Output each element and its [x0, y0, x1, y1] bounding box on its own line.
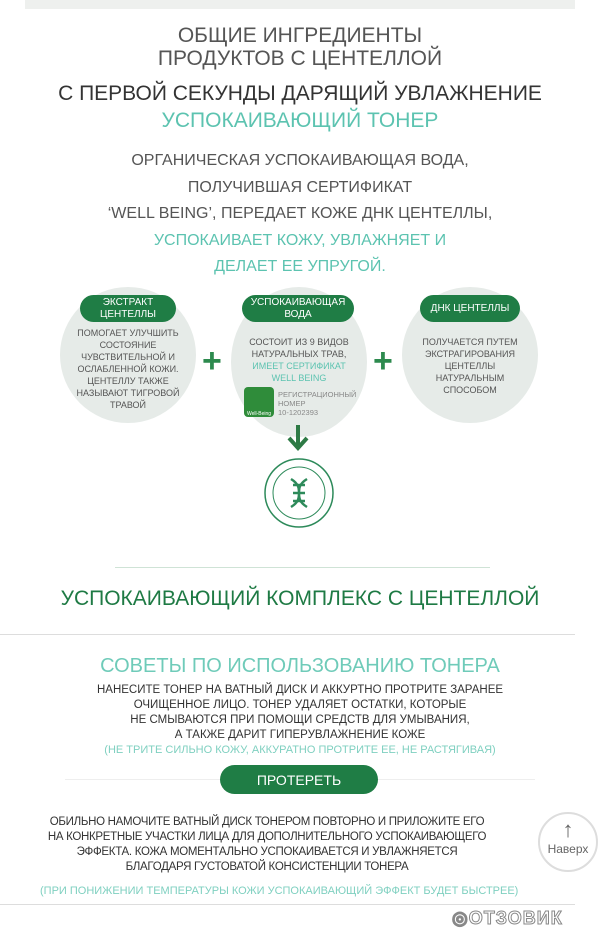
intro-text: ОРГАНИЧЕСКАЯ УСПОКАИВАЮЩАЯ ВОДА, ПОЛУЧИВШАЯ СЕРТИФИКАТ ‘WELL BEING’, ПЕРЕДАЕТ КОЖЕ ДНК ЦЕНТЕЛЛЫ, УСПОКАИВАЕТ КОЖУ, УВЛАЖНЯЕТ И ДЕЛАЕТ ЕЕ УПРУГОЙ. [107, 152, 493, 275]
divider [0, 634, 575, 635]
tips-text: НАНЕСИТЕ ТОНЕР НА ВАТНЫЙ ДИСК И АККУРТНО ПРОТРИТЕ ЗАРАНЕЕ ОЧИЩЕННОЕ ЛИЦО. ТОНЕР УДАЛЯЕТ ОСТАТКИ, КОТОРЫЕ НЕ СМЫВАЮТСЯ ПРИ ПОМОЩИ СРЕДСТВ ДЛЯ УМЫВАНИЯ, А ТАКЖЕ ДАРИТ ГИПЕРУВЛАЖНЕНИЕ КОЖЕ [96, 684, 504, 741]
divider [0, 904, 575, 905]
divider [115, 567, 490, 568]
well-being-badge: Well-Being [244, 387, 274, 417]
plus-icon: + [373, 342, 393, 380]
ingredient-text: СОСТОИТ ИЗ 9 ВИДОВ НАТУРАЛЬНЫХ ТРАВ, ИМЕЕТ СЕРТИФИКАТ WELL BEING [249, 337, 349, 383]
ingredient-text: ПОМОГАЕТ УЛУЧШИТЬ СОСТОЯНИЕ ЧУВСТВИТЕЛЬНОЙ И ОСЛАБЛЕННОЙ КОЖИ. ЦЕНТЕЛЛУ ТАКЖЕ НАЗЫВАЮТ ТИГРОВОЙ ТРАВОЙ [76, 328, 180, 410]
tips-note: (НЕ ТРИТЕ СИЛЬНО КОЖУ, АККУРАТНО ПРОТРИТЕ ЕЕ, НЕ РАСТЯГИВАЯ) [104, 744, 496, 756]
wipe-button: ПРОТЕРЕТЬ [220, 765, 378, 794]
tips-text-2: ОБИЛЬНО НАМОЧИТЕ ВАТНЫЙ ДИСК ТОНЕРОМ ПОВТОРНО И ПРИЛОЖИТЕ ЕГО НА КОНКРЕТНЫЕ УЧАСТКИ ЛИЦА ДЛЯ ДОПОЛНИТЕЛЬНОГО УСПОКАИВАЮЩЕГО ЭФФЕКТА. КОЖА МОМЕНТАЛЬНО УСПОКАИВАЕТСЯ И УВЛАЖНЯЕТСЯ БЛАГОДАРЯ ГУСТОВАТОЙ КОНСИСТЕНЦИИ ТОНЕРА [47, 816, 487, 873]
ingredient-text: ПОЛУЧАЕТСЯ ПУТЕМ ЭКСТРАГИРОВАНИЯ ЦЕНТЕЛЛЫ НАТУРАЛЬНЫМ СПОСОБОМ [422, 337, 518, 395]
tips-title: СОВЕТЫ ПО ИСПОЛЬЗОВАНИЮ ТОНЕРА [100, 655, 500, 677]
scroll-to-top-label: Наверх [547, 842, 589, 856]
header-subtitle: С ПЕРВОЙ СЕКУНДЫ ДАРЯЩИЙ УВЛАЖНЕНИЕ [58, 82, 542, 105]
header-title: ОБЩИЕ ИНГРЕДИЕНТЫ ПРОДУКТОВ С ЦЕНТЕЛЛОЙ [157, 24, 443, 70]
ingredient-title: ДНК ЦЕНТЕЛЛЫ [420, 295, 520, 322]
ingredient-title: УСПОКАИВАЮЩАЯ ВОДА [242, 295, 354, 322]
dna-emblem-icon [263, 457, 335, 529]
tips-note-2: (ПРИ ПОНИЖЕНИИ ТЕМПЕРАТУРЫ КОЖИ УСПОКАИВАЮЩИЙ ЭФФЕКТ БУДЕТ БЫСТРЕЕ) [40, 885, 519, 897]
otzovik-watermark: ◎ОТЗОВИК [452, 908, 563, 928]
top-bar [25, 0, 575, 9]
arrow-up-icon: ↑ [562, 817, 574, 842]
product-name: УСПОКАИВАЮЩИЙ ТОНЕР [161, 109, 439, 132]
ingredient-title: ЭКСТРАКТ ЦЕНТЕЛЛЫ [80, 295, 176, 322]
complex-title: УСПОКАИВАЮЩИЙ КОМПЛЕКС С ЦЕНТЕЛЛОЙ [60, 587, 540, 610]
arrow-down-icon [286, 425, 310, 453]
plus-icon: + [202, 342, 222, 380]
registration-number: РЕГИСТРАЦИОННЫЙ НОМЕР 10-1202393 [278, 390, 357, 417]
scroll-to-top-button[interactable] [538, 812, 598, 872]
